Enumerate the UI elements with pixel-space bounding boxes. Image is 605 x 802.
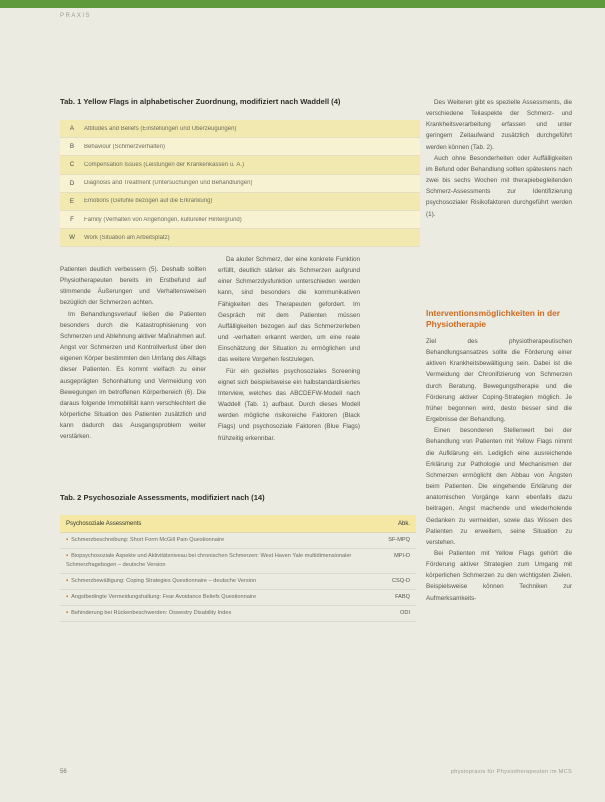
assessment-description: Angstbedingte Vermeidungshaltung: Fear Avoidance Beliefs Questionnaire bbox=[71, 594, 257, 600]
bullet-icon: ▪ bbox=[66, 610, 69, 616]
table1-row bbox=[60, 193, 420, 211]
header-abbreviation: Abk. bbox=[397, 520, 410, 527]
table2-header bbox=[60, 515, 416, 533]
bullet-icon: ▪ bbox=[66, 537, 69, 543]
table1-row bbox=[60, 138, 420, 156]
row-text: Compensation Issues (Leistungen der Krankenkassen u. Ä.) bbox=[84, 161, 245, 168]
header-color-bar bbox=[0, 0, 605, 8]
row-letter: E bbox=[69, 197, 75, 205]
table1-row bbox=[60, 211, 420, 229]
bullet-icon: ▪ bbox=[66, 553, 69, 559]
paragraph: Da akuter Schmerz, der eine konkrete Funktion erfüllt, deutlich stärker als Schmerzen aufgrund einer Schmerzdysfunktion unterschieden werden kann, sind besonders die kommunikativen Fähigkeiten des Therapeuten gefordert. Im Gespräch mit dem Patienten müssen Auffälligkeiten bezogen auf das Schmerzerleben und -verhalten erkannt werden, um eine reale Einschätzung der Situation zu ermöglichen und das weitere Vorgehen festzulegen. bbox=[218, 256, 360, 364]
table1-title: Tab. 1 Yellow Flags in alphabetischer Zuordnung, modifiziert nach Waddell (4) bbox=[60, 97, 341, 106]
assessment-abbreviation: SF-MPQ bbox=[388, 537, 410, 543]
assessment-description: Behinderung bei Rückenbeschwerden: Oswestry Disability Index bbox=[71, 610, 232, 616]
table2-title: Tab. 2 Psychosoziale Assessments, modifiziert nach (14) bbox=[60, 493, 265, 502]
assessment-abbreviation: ODI bbox=[400, 610, 410, 616]
row-letter: W bbox=[69, 234, 75, 242]
paragraph: Im Behandlungsverlauf ließen die Patienten besonders durch die Katastrophisierung von Schmerzen und Ablehnung aktiver Maßnahmen auf. Angst vor Schmerzen und Kontrollverlust über den eigenen Körper bestimmten den Umfang des Alltags dieser Patienten. Es kommt vielfach zu einer ausgeprägten Schonhaltung und Vermeidung von Bewegungen im betroffenen Körperbereich (6). Die daraus folgende Immobilität kann verschlechtert die körperliche Situation des Patienten zusätzlich und kann dadurch das Ausgangsproblem weiter verstärken. bbox=[60, 310, 206, 441]
table2 bbox=[60, 515, 416, 622]
table1-row bbox=[60, 156, 420, 174]
body-column-3 bbox=[426, 97, 572, 220]
assessment-description: Schmerzbewältigung: Coping Strategies Questionnaire – deutsche Version bbox=[71, 578, 257, 584]
assessment-abbreviation: FABQ bbox=[395, 594, 410, 600]
page-footer: physiopraxis für Physiotherapeuten im MCS bbox=[450, 769, 572, 775]
page-number: 56 bbox=[60, 769, 67, 775]
paragraph: Auch ohne Besonderheiten oder Auffälligkeiten im Befund oder Behandlung sollten spätestens nach zwei bis sechs Wochen mit therapiebegleitenden Schmerz-Assessments zur Identifizierung psychosozialer Risikofaktoren durchgeführt werden (1). bbox=[426, 154, 572, 218]
paragraph: Bei Patienten mit Yellow Flags gehört die Förderung aktiver Strategien zum Umgang mit körperlichen Schmerzen zu den wichtigsten Zielen. Beispielsweise können Techniken zur Aufmerksamkeits- bbox=[426, 549, 572, 602]
table2-row bbox=[60, 590, 416, 606]
table2-row bbox=[60, 574, 416, 590]
body-column-1 bbox=[60, 264, 206, 443]
row-text: Attitudes and Beliefs (Einstellungen und Überzeugungen) bbox=[84, 125, 237, 132]
section-heading: Interventionsmöglichkeiten in der Physiotherapie bbox=[426, 308, 561, 329]
row-text: Emotions (Gefühle bezogen auf die Erkrankung) bbox=[84, 198, 213, 205]
row-text: Family (Verhalten von Angehörigen, kultureller Hintergrund) bbox=[84, 216, 242, 223]
table2-row bbox=[60, 606, 416, 622]
table1-row bbox=[60, 175, 420, 193]
paragraph: Des Weiteren gibt es spezielle Assessments, die verschiedene Teilaspekte der Schmerz- und Krankheitsverarbeitung erfassen und unter geringem Zeitaufwand zusätzlich durchgeführt werden können (Tab. 2). bbox=[426, 99, 572, 151]
row-text: Work (Situation am Arbeitsplatz) bbox=[84, 234, 170, 241]
bullet-icon: ▪ bbox=[66, 578, 69, 584]
paragraph: Für ein gezieltes psychosoziales Screening eignet sich beispielsweise ein halbstandardisiertes Interview, welches das ABCDEFW-Modell nach Waddell (Tab. 1) aufbaut. Durch dieses Modell werden mögliche risikoreiche Faktoren (Black Flags) und psychosoziale Faktoren (Blue Flags) frühzeitig erkennbar. bbox=[218, 367, 360, 442]
paragraph: Einen besonderen Stellenwert bei der Behandlung von Patienten mit Yellow Flags nimmt die Aufklärung ein. Lediglich eine ausreichende Erklärung zur Pathologie und Mechanismen der Schmerzen ermöglicht den Abbau von Ängsten beim Patienten. Die eingehende Erklärung der anatomischen Vorgänge kann ebenfalls dazu beitragen, Angst machende und wiederholende Gedanken zu vermeiden, sowie das Wissen des Patienten zu erweitern, seine Situation zu verstehen. bbox=[426, 427, 572, 546]
row-letter: A bbox=[69, 125, 75, 133]
assessment-description: Biopsychosoziale Aspekte und Aktivitätsniveau bei chronischen Schmerzen: West Haven Yale multidimensionaler Schmerzfragebogen – deutsche Version bbox=[66, 553, 352, 568]
row-text: Behaviour (Schmerzverhalten) bbox=[84, 143, 166, 150]
bullet-icon: ▪ bbox=[66, 594, 69, 600]
table1-row bbox=[60, 229, 420, 247]
assessment-description: Schmerzbeschreibung: Short Form McGill Pain Questionnaire bbox=[71, 537, 225, 543]
table2-row bbox=[60, 549, 416, 574]
row-text: Diagnosis and Treatment (Untersuchungen und Behandlungen) bbox=[84, 180, 253, 187]
row-letter: D bbox=[69, 179, 75, 187]
row-letter: C bbox=[69, 161, 75, 169]
paragraph: Patienten deutlich verbessern (5). Deshalb sollten Physiotherapeuten bereits im Erstbefund auf stimmende Äußerungen und Verhaltensweisen bezüglich der Schmerzen achten. bbox=[60, 266, 206, 307]
section-label: PRAXIS bbox=[60, 13, 92, 19]
body-column-3-continued bbox=[426, 336, 572, 604]
header-assessments: Psychosoziale Assessments bbox=[66, 520, 142, 527]
row-letter: B bbox=[69, 143, 75, 151]
assessment-abbreviation: CSQ-D bbox=[391, 578, 410, 584]
paragraph: Ziel des physiotherapeutischen Behandlungsansatzes sollte die Förderung einer aktiven Krankheitsbewältigung sein. Dabei ist die Vermeidung der Chronifizierung von Schmerzen durch Beratung, Bewegungstherapie und die Förderung aktiver Coping-Strategien möglich. Je früher begonnen wird, desto besser sind die Ergebnisse der Behandlung. bbox=[426, 338, 572, 424]
table2-row bbox=[60, 533, 416, 549]
body-column-2 bbox=[218, 254, 360, 444]
row-letter: F bbox=[70, 216, 74, 224]
table1-row bbox=[60, 120, 420, 138]
assessment-abbreviation: MPI-D bbox=[394, 553, 410, 559]
table1 bbox=[60, 120, 420, 247]
